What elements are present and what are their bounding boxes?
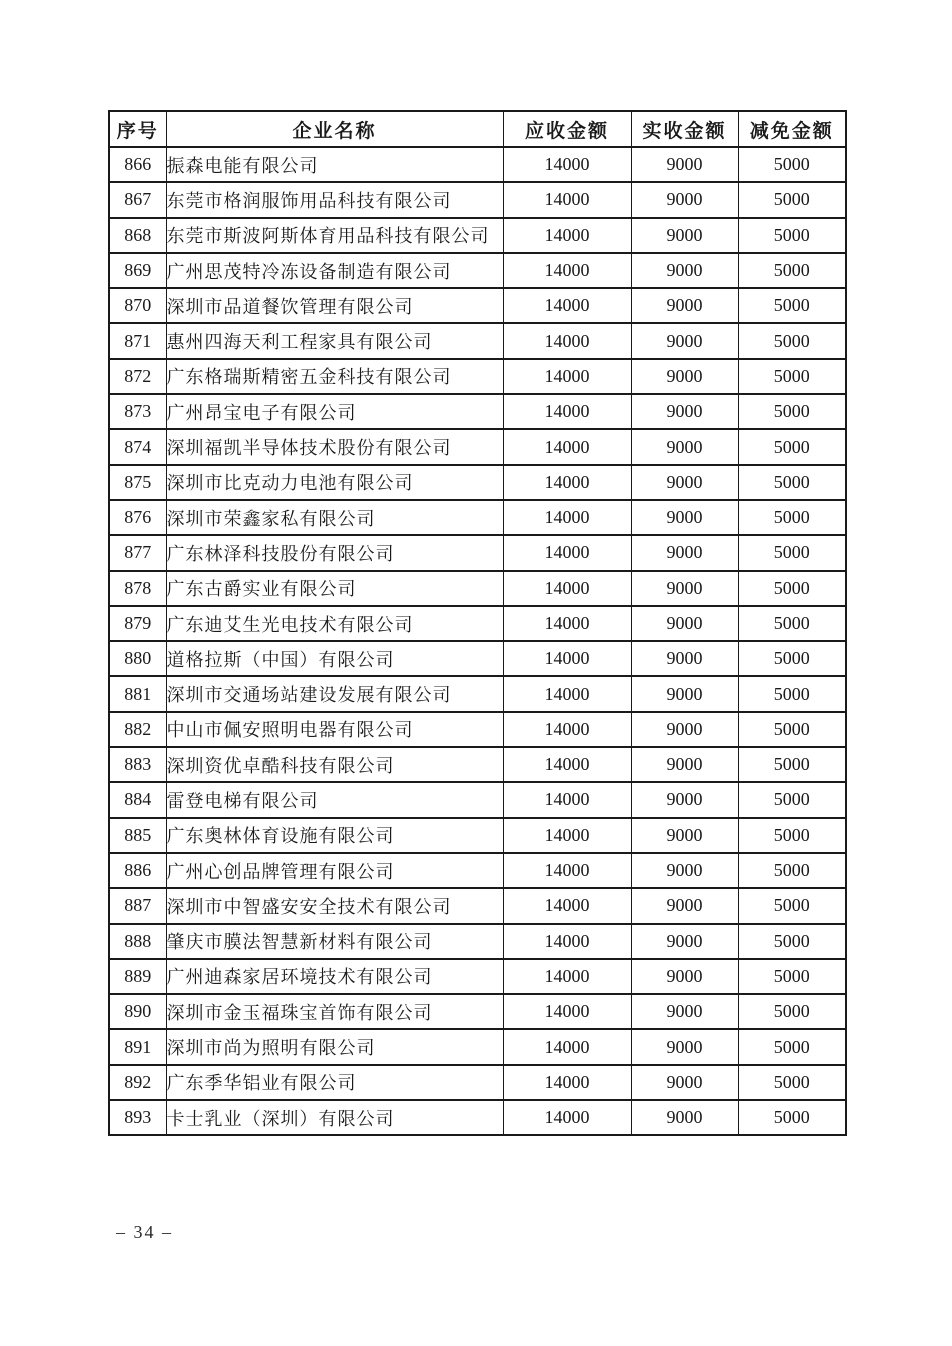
row-index-cell: 892: [109, 1065, 166, 1100]
company-name-cell: 东莞市格润服饰用品科技有限公司: [166, 182, 503, 217]
row-index-cell: 891: [109, 1029, 166, 1064]
receivable-amount-cell: 14000: [503, 606, 631, 641]
table-body: [109, 147, 846, 1135]
company-name-cell: 卡士乳业（深圳）有限公司: [166, 1100, 503, 1135]
received-amount-cell: 9000: [631, 359, 738, 394]
receivable-amount-cell: 14000: [503, 782, 631, 817]
received-amount-cell: 9000: [631, 288, 738, 323]
received-amount-cell: 9000: [631, 147, 738, 182]
receivable-amount-cell: 14000: [503, 924, 631, 959]
row-index-cell: 866: [109, 147, 166, 182]
received-amount-cell: 9000: [631, 606, 738, 641]
company-name-cell: 广州心创品牌管理有限公司: [166, 853, 503, 888]
reduction-amount-cell: 5000: [738, 853, 846, 888]
row-index-cell: 893: [109, 1100, 166, 1135]
reduction-amount-cell: 5000: [738, 394, 846, 429]
table-row: [109, 959, 846, 994]
receivable-amount-cell: 14000: [503, 429, 631, 464]
table-row: [109, 994, 846, 1029]
table-row: [109, 253, 846, 288]
receivable-amount-cell: 14000: [503, 465, 631, 500]
table-row: [109, 782, 846, 817]
receivable-amount-cell: 14000: [503, 323, 631, 358]
reduction-amount-cell: 5000: [738, 288, 846, 323]
company-name-cell: 广东格瑞斯精密五金科技有限公司: [166, 359, 503, 394]
company-name-cell: 广东奥林体育设施有限公司: [166, 818, 503, 853]
reduction-amount-cell: 5000: [738, 924, 846, 959]
received-amount-cell: 9000: [631, 429, 738, 464]
company-name-cell: 惠州四海天利工程家具有限公司: [166, 323, 503, 358]
table-header-row: [109, 111, 846, 147]
reduction-amount-cell: 5000: [738, 571, 846, 606]
reduction-amount-cell: 5000: [738, 465, 846, 500]
receivable-amount-cell: 14000: [503, 359, 631, 394]
receivable-amount-cell: 14000: [503, 1100, 631, 1135]
received-amount-cell: 9000: [631, 712, 738, 747]
table-row: [109, 747, 846, 782]
received-amount-cell: 9000: [631, 747, 738, 782]
row-index-cell: 882: [109, 712, 166, 747]
reduction-amount-cell: 5000: [738, 818, 846, 853]
reduction-amount-cell: 5000: [738, 147, 846, 182]
row-index-cell: 888: [109, 924, 166, 959]
receivable-amount-cell: 14000: [503, 747, 631, 782]
company-name-cell: 广州思茂特冷冻设备制造有限公司: [166, 253, 503, 288]
reduction-amount-cell: 5000: [738, 712, 846, 747]
company-name-cell: 深圳福凯半导体技术股份有限公司: [166, 429, 503, 464]
received-amount-cell: 9000: [631, 818, 738, 853]
row-index-cell: 886: [109, 853, 166, 888]
received-amount-cell: 9000: [631, 571, 738, 606]
column-header-company-name: 企业名称: [166, 111, 503, 147]
row-index-cell: 867: [109, 182, 166, 217]
table-row: [109, 288, 846, 323]
fee-reduction-table: [108, 110, 847, 1136]
row-index-cell: 890: [109, 994, 166, 1029]
received-amount-cell: 9000: [631, 959, 738, 994]
received-amount-cell: 9000: [631, 853, 738, 888]
receivable-amount-cell: 14000: [503, 571, 631, 606]
table-row: [109, 465, 846, 500]
row-index-cell: 884: [109, 782, 166, 817]
receivable-amount-cell: 14000: [503, 182, 631, 217]
received-amount-cell: 9000: [631, 394, 738, 429]
reduction-amount-cell: 5000: [738, 747, 846, 782]
received-amount-cell: 9000: [631, 218, 738, 253]
reduction-amount-cell: 5000: [738, 994, 846, 1029]
receivable-amount-cell: 14000: [503, 535, 631, 570]
received-amount-cell: 9000: [631, 182, 738, 217]
row-index-cell: 885: [109, 818, 166, 853]
company-name-cell: 深圳市中智盛安安全技术有限公司: [166, 888, 503, 923]
company-name-cell: 广州昂宝电子有限公司: [166, 394, 503, 429]
company-name-cell: 广州迪森家居环境技术有限公司: [166, 959, 503, 994]
table-row: [109, 323, 846, 358]
row-index-cell: 877: [109, 535, 166, 570]
row-index-cell: 873: [109, 394, 166, 429]
table-row: [109, 641, 846, 676]
receivable-amount-cell: 14000: [503, 994, 631, 1029]
reduction-amount-cell: 5000: [738, 676, 846, 711]
row-index-cell: 871: [109, 323, 166, 358]
table-row: [109, 182, 846, 217]
column-header-receivable-amount: 应收金额: [503, 111, 631, 147]
company-name-cell: 中山市佩安照明电器有限公司: [166, 712, 503, 747]
row-index-cell: 889: [109, 959, 166, 994]
table-row: [109, 606, 846, 641]
row-index-cell: 881: [109, 676, 166, 711]
company-name-cell: 深圳资优卓酷科技有限公司: [166, 747, 503, 782]
company-name-cell: 深圳市交通场站建设发展有限公司: [166, 676, 503, 711]
table-row: [109, 853, 846, 888]
row-index-cell: 880: [109, 641, 166, 676]
column-header-reduction-amount: 减免金额: [738, 111, 846, 147]
table-row: [109, 1029, 846, 1064]
reduction-amount-cell: 5000: [738, 641, 846, 676]
received-amount-cell: 9000: [631, 253, 738, 288]
table-row: [109, 1065, 846, 1100]
company-name-cell: 雷登电梯有限公司: [166, 782, 503, 817]
receivable-amount-cell: 14000: [503, 1029, 631, 1064]
table-row: [109, 571, 846, 606]
column-header-received-amount: 实收金额: [631, 111, 738, 147]
row-index-cell: 876: [109, 500, 166, 535]
receivable-amount-cell: 14000: [503, 500, 631, 535]
company-name-cell: 深圳市金玉福珠宝首饰有限公司: [166, 994, 503, 1029]
reduction-amount-cell: 5000: [738, 218, 846, 253]
row-index-cell: 875: [109, 465, 166, 500]
reduction-amount-cell: 5000: [738, 182, 846, 217]
reduction-amount-cell: 5000: [738, 429, 846, 464]
receivable-amount-cell: 14000: [503, 218, 631, 253]
receivable-amount-cell: 14000: [503, 888, 631, 923]
received-amount-cell: 9000: [631, 323, 738, 358]
received-amount-cell: 9000: [631, 888, 738, 923]
table-row: [109, 888, 846, 923]
table-row: [109, 147, 846, 182]
table-row: [109, 218, 846, 253]
table-row: [109, 924, 846, 959]
received-amount-cell: 9000: [631, 924, 738, 959]
company-name-cell: 肇庆市膜法智慧新材料有限公司: [166, 924, 503, 959]
company-name-cell: 深圳市荣鑫家私有限公司: [166, 500, 503, 535]
reduction-amount-cell: 5000: [738, 1100, 846, 1135]
received-amount-cell: 9000: [631, 465, 738, 500]
received-amount-cell: 9000: [631, 535, 738, 570]
received-amount-cell: 9000: [631, 1065, 738, 1100]
company-name-cell: 深圳市尚为照明有限公司: [166, 1029, 503, 1064]
company-name-cell: 振森电能有限公司: [166, 147, 503, 182]
row-index-cell: 870: [109, 288, 166, 323]
row-index-cell: 887: [109, 888, 166, 923]
company-name-cell: 广东林泽科技股份有限公司: [166, 535, 503, 570]
receivable-amount-cell: 14000: [503, 959, 631, 994]
reduction-amount-cell: 5000: [738, 1029, 846, 1064]
company-name-cell: 东莞市斯波阿斯体育用品科技有限公司: [166, 218, 503, 253]
reduction-amount-cell: 5000: [738, 1065, 846, 1100]
table-row: [109, 712, 846, 747]
table-row: [109, 500, 846, 535]
table-row: [109, 394, 846, 429]
reduction-amount-cell: 5000: [738, 359, 846, 394]
receivable-amount-cell: 14000: [503, 853, 631, 888]
receivable-amount-cell: 14000: [503, 253, 631, 288]
reduction-amount-cell: 5000: [738, 500, 846, 535]
reduction-amount-cell: 5000: [738, 606, 846, 641]
reduction-amount-cell: 5000: [738, 888, 846, 923]
page-number: – 34 –: [116, 1222, 173, 1242]
table-row: [109, 359, 846, 394]
table-row: [109, 818, 846, 853]
company-name-cell: 广东古爵实业有限公司: [166, 571, 503, 606]
row-index-cell: 879: [109, 606, 166, 641]
row-index-cell: 878: [109, 571, 166, 606]
column-header-index: 序号: [109, 111, 166, 147]
received-amount-cell: 9000: [631, 500, 738, 535]
table-row: [109, 1100, 846, 1135]
receivable-amount-cell: 14000: [503, 288, 631, 323]
row-index-cell: 868: [109, 218, 166, 253]
company-name-cell: 深圳市比克动力电池有限公司: [166, 465, 503, 500]
receivable-amount-cell: 14000: [503, 712, 631, 747]
received-amount-cell: 9000: [631, 1029, 738, 1064]
receivable-amount-cell: 14000: [503, 641, 631, 676]
table-row: [109, 676, 846, 711]
receivable-amount-cell: 14000: [503, 676, 631, 711]
row-index-cell: 874: [109, 429, 166, 464]
company-name-cell: 广东迪艾生光电技术有限公司: [166, 606, 503, 641]
reduction-amount-cell: 5000: [738, 253, 846, 288]
reduction-amount-cell: 5000: [738, 782, 846, 817]
received-amount-cell: 9000: [631, 676, 738, 711]
row-index-cell: 872: [109, 359, 166, 394]
received-amount-cell: 9000: [631, 782, 738, 817]
row-index-cell: 869: [109, 253, 166, 288]
reduction-amount-cell: 5000: [738, 323, 846, 358]
company-name-cell: 道格拉斯（中国）有限公司: [166, 641, 503, 676]
receivable-amount-cell: 14000: [503, 1065, 631, 1100]
received-amount-cell: 9000: [631, 994, 738, 1029]
reduction-amount-cell: 5000: [738, 959, 846, 994]
table-row: [109, 535, 846, 570]
received-amount-cell: 9000: [631, 1100, 738, 1135]
table-row: [109, 429, 846, 464]
company-name-cell: 深圳市品道餐饮管理有限公司: [166, 288, 503, 323]
receivable-amount-cell: 14000: [503, 394, 631, 429]
receivable-amount-cell: 14000: [503, 147, 631, 182]
company-name-cell: 广东季华铝业有限公司: [166, 1065, 503, 1100]
reduction-amount-cell: 5000: [738, 535, 846, 570]
received-amount-cell: 9000: [631, 641, 738, 676]
receivable-amount-cell: 14000: [503, 818, 631, 853]
row-index-cell: 883: [109, 747, 166, 782]
